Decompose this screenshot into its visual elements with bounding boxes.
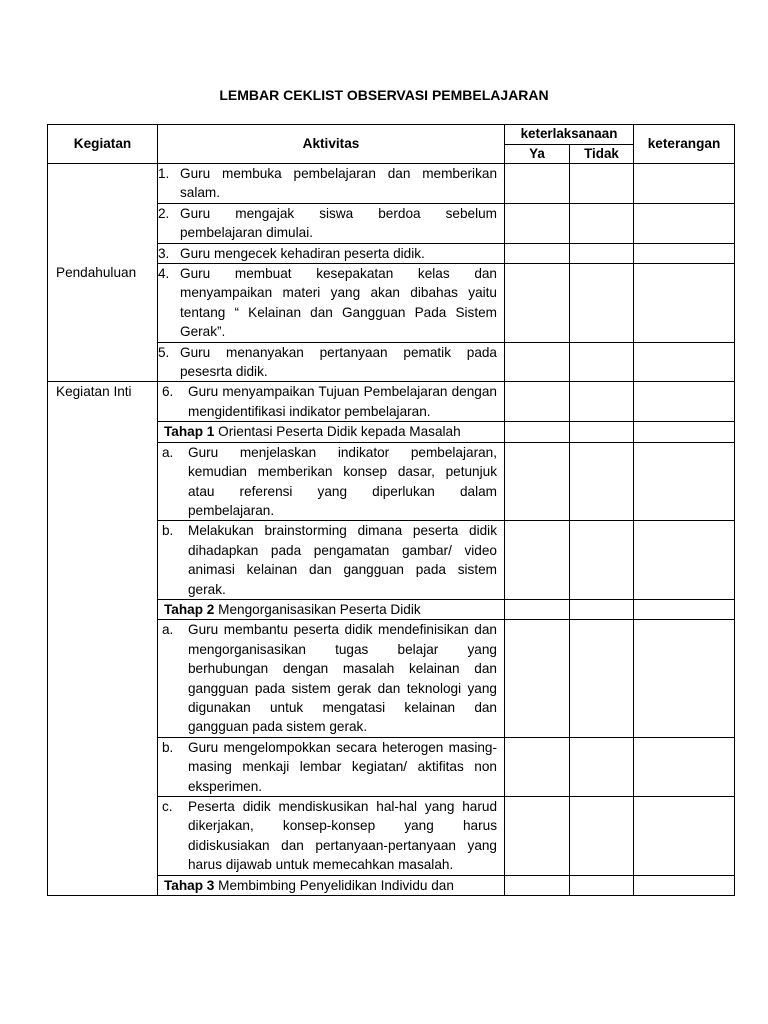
ya-cell[interactable]	[505, 422, 570, 442]
keterangan-cell[interactable]	[634, 164, 735, 204]
header-keterlaksanaan: keterlaksanaan	[505, 125, 634, 145]
ya-cell[interactable]	[505, 264, 570, 343]
item-text: Guru menjelaskan indikator pembelajaran, kemudian memberikan konsep dasar, petunjuk atau referensi yang diperlukan dalam pembelajaran.	[188, 444, 497, 518]
tidak-cell[interactable]	[570, 164, 634, 204]
keterangan-cell[interactable]	[634, 737, 735, 796]
tidak-cell[interactable]	[570, 342, 634, 382]
ya-cell[interactable]	[505, 620, 570, 737]
ya-cell[interactable]	[505, 243, 570, 263]
activity-cell	[158, 382, 505, 422]
phase-kegiatan-inti: Kegiatan Inti	[48, 382, 158, 896]
tidak-cell[interactable]	[570, 382, 634, 422]
activity-cell	[158, 521, 505, 600]
tidak-cell[interactable]	[570, 422, 634, 442]
item-text: Guru menanyakan pertanyaan pematik pada pesesrta didik.	[180, 344, 497, 380]
item-text: Guru mengajak siswa berdoa sebelum pembelajaran dimulai.	[180, 205, 497, 241]
keterangan-cell[interactable]	[634, 875, 735, 895]
item-number: 2.	[158, 205, 170, 221]
activity-cell	[158, 164, 505, 204]
keterangan-cell[interactable]	[634, 264, 735, 343]
keterangan-cell[interactable]	[634, 342, 735, 382]
header-tidak: Tidak	[570, 144, 634, 164]
item-number: c.	[162, 799, 173, 814]
header-aktivitas: Aktivitas	[158, 125, 505, 164]
stage-text: Membimbing Penyelidikan Individu dan	[214, 877, 454, 893]
ya-cell[interactable]	[505, 382, 570, 422]
item-number: 5.	[158, 344, 170, 360]
activity-cell	[158, 797, 505, 876]
stage-label: Tahap 1	[164, 424, 215, 440]
tidak-cell[interactable]	[570, 875, 634, 895]
activity-cell	[158, 264, 505, 343]
keterangan-cell[interactable]	[634, 599, 735, 619]
item-text: Peserta didik mendiskusikan hal-hal yang harud dikerjakan, konsep-konsep yang harus didiskusiakan dan pertanyaan-pertanyaan yang harus dijawab untuk memecahkan masalah.	[188, 799, 497, 873]
stage-label: Tahap 3	[164, 877, 215, 893]
tidak-cell[interactable]	[570, 521, 634, 600]
stage-text: Orientasi Peserta Didik kepada Masalah	[214, 424, 461, 440]
activity-cell	[158, 342, 505, 382]
header-keterangan: keterangan	[634, 125, 735, 164]
item-number: a.	[162, 444, 174, 460]
activity-cell	[158, 243, 505, 263]
ya-cell[interactable]	[505, 875, 570, 895]
item-number: a.	[162, 622, 174, 638]
ya-cell[interactable]	[505, 797, 570, 876]
observation-table	[47, 124, 735, 896]
item-text: Guru menyampaikan Tujuan Pembelajaran dengan mengidentifikasi indikator pembelajaran.	[188, 384, 497, 419]
keterangan-cell[interactable]	[634, 797, 735, 876]
ya-cell[interactable]	[505, 521, 570, 600]
table-row	[48, 382, 735, 422]
header-row	[48, 125, 735, 145]
activity-cell	[158, 737, 505, 796]
ya-cell[interactable]	[505, 442, 570, 521]
item-number: 1.	[158, 166, 170, 181]
item-number: 3.	[158, 245, 170, 261]
header-kegiatan: Kegiatan	[48, 125, 158, 164]
keterangan-cell[interactable]	[634, 442, 735, 521]
activity-cell	[158, 203, 505, 243]
tidak-cell[interactable]	[570, 243, 634, 263]
stage-cell	[158, 422, 505, 442]
ya-cell[interactable]	[505, 599, 570, 619]
ya-cell[interactable]	[505, 203, 570, 243]
item-text: Guru membantu peserta didik mendefinisikan dan mengorganisasikan tugas belajar yang berhubungan dengan masalah kelainan dan gangguan pada sistem gerak dan teknologi yang digunakan untuk mengatasi kelainan dan gangguan pada sistem gerak.	[188, 622, 497, 735]
ya-cell[interactable]	[505, 737, 570, 796]
stage-cell	[158, 599, 505, 619]
document-title: LEMBAR CEKLIST OBSERVASI PEMBELAJARAN	[219, 87, 549, 103]
phase-pendahuluan: Pendahuluan	[48, 164, 158, 382]
activity-cell	[158, 620, 505, 737]
stage-label: Tahap 2	[164, 601, 215, 617]
keterangan-cell[interactable]	[634, 521, 735, 600]
tidak-cell[interactable]	[570, 797, 634, 876]
ya-cell[interactable]	[505, 342, 570, 382]
item-number: b.	[162, 739, 174, 755]
item-number: b.	[162, 523, 174, 539]
tidak-cell[interactable]	[570, 203, 634, 243]
tidak-cell[interactable]	[570, 620, 634, 737]
tidak-cell[interactable]	[570, 599, 634, 619]
keterangan-cell[interactable]	[634, 203, 735, 243]
keterangan-cell[interactable]	[634, 620, 735, 737]
activity-cell	[158, 442, 505, 521]
keterangan-cell[interactable]	[634, 382, 735, 422]
tidak-cell[interactable]	[570, 442, 634, 521]
item-number: 6.	[162, 384, 174, 400]
tidak-cell[interactable]	[570, 264, 634, 343]
item-text: Guru mengecek kehadiran peserta didik.	[180, 245, 425, 261]
item-text: Guru mengelompokkan secara heterogen masing-masing menkaji lembar kegiatan/ aktifitas non eksperimen.	[188, 739, 497, 794]
header-ya: Ya	[505, 144, 570, 164]
item-text: Guru membuat kesepakatan kelas dan menyampaikan materi yang akan dibahas yaitu tentang “ Kelainan dan Gangguan Pada Sistem Gerak”.	[180, 266, 497, 340]
tidak-cell[interactable]	[570, 737, 634, 796]
item-text: Melakukan brainstorming dimana peserta didik dihadapkan pada pengamatan gambar/ video animasi kelainan dan gangguan pada sistem gerak.	[188, 523, 497, 597]
keterangan-cell[interactable]	[634, 243, 735, 263]
ya-cell[interactable]	[505, 164, 570, 204]
item-text: Guru membuka pembelajaran dan memberikan salam.	[180, 166, 497, 201]
stage-cell	[158, 875, 505, 895]
keterangan-cell[interactable]	[634, 422, 735, 442]
stage-text: Mengorganisasikan Peserta Didik	[214, 601, 421, 617]
table-row	[48, 164, 735, 204]
item-number: 4.	[158, 266, 170, 282]
